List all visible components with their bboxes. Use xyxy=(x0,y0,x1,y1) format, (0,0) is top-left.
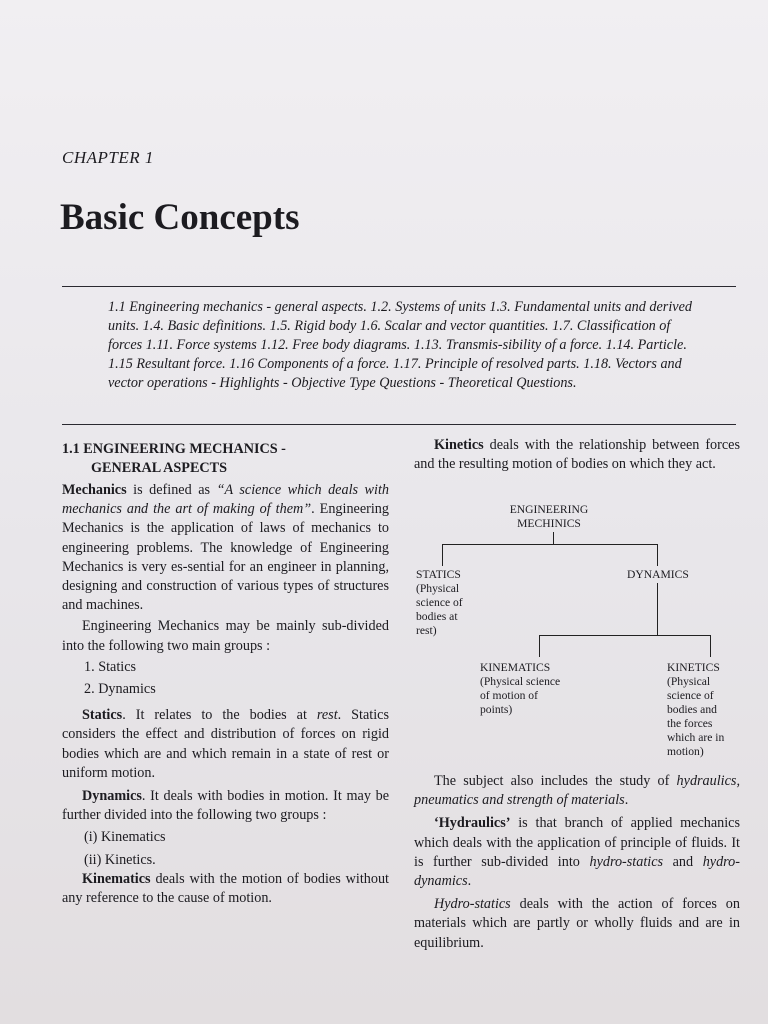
subdivision-paragraph: Engineering Mechanics may be mainly sub-divided into the following two main groups : xyxy=(62,618,389,654)
right-column-top xyxy=(414,436,740,474)
section-heading xyxy=(62,440,389,478)
connector xyxy=(442,544,443,566)
subject-paragraph: The subject also includes the study of hydraulics, pneumatics and strength of materials. xyxy=(414,773,740,809)
diagram-kinematics: KINEMATICS (Physical science of motion of points) xyxy=(480,661,561,716)
statics-paragraph: Statics. It relates to the bodies at rest. Statics considers the effect and distribution of forces on rigid bodies which are and which remain in a state of rest or uniform motion. xyxy=(62,707,389,781)
left-column xyxy=(62,440,389,908)
hydrostatics-paragraph: Hydro-statics deals with the action of forces on materials which are partly or wholly fluids and are in equilibrium. xyxy=(414,896,740,951)
kinetics-paragraph: Kinetics deals with the relationship between forces and the resulting motion of bodies on which they act. xyxy=(414,437,740,473)
connector xyxy=(553,532,554,544)
kinematics-paragraph: Kinematics deals with the motion of bodies without any reference to the cause of motion. xyxy=(62,870,389,907)
bottom-divider xyxy=(62,424,736,425)
connector xyxy=(657,583,658,635)
chapter-label: CHAPTER 1 xyxy=(62,148,154,167)
diagram-root: ENGINEERING MECHINICS xyxy=(509,503,589,530)
connector xyxy=(539,635,710,636)
section-heading-line2: GENERAL ASPECTS xyxy=(91,460,228,476)
list-item-dynamics: 2. Dynamics xyxy=(84,681,156,698)
chapter-contents: 1.1 Engineering mechanics - general aspects. 1.2. Systems of units 1.3. Fundamental units and derived units. 1.4. Basic definitions. 1.5. Rigid body 1.6. Scalar and vector quantities. 1.7. Classification of forces 1.11. Force systems 1.12. Free body diagrams. 1.13. Transmis-sibility of a force. 1.14. Particle. 1.15 Resultant force. 1.16 Components of a force. 1.17. Principle of resolved parts. 1.18. Vectors and vector operations - Highlights - Objective Type Questions - Theoretical Questions. xyxy=(108,299,692,391)
list-item-statics: 1. Statics xyxy=(84,658,137,675)
mechanics-paragraph: Mechanics is defined as “A science which deals with mechanics and the art of making of them”. Engineering Mechanics is the application of laws of mechanics to engineering problems. The knowledge of Engineering Mechanics is very es-sential for an engineer in planning, designing and construction of various types of structures and machines. xyxy=(62,482,389,614)
hydraulics-paragraph: ‘Hydraulics’ is that branch of applied mechanics which deals with the application of principle of fluids. It is further sub-divided into hydro-statics and hydro-dynamics. xyxy=(414,815,740,890)
connector xyxy=(442,544,657,545)
connector xyxy=(657,544,658,566)
sublist-kinetics: (ii) Kinetics. xyxy=(84,851,156,868)
sublist-kinematics: (i) Kinematics xyxy=(84,829,166,846)
connector xyxy=(539,635,540,657)
diagram-statics: STATICS (Physical science of bodies at rest) xyxy=(416,568,463,637)
diagram-dynamics: DYNAMICS xyxy=(627,568,689,581)
dynamics-paragraph: Dynamics. It deals with bodies in motion. It may be further divided into the following two groups : xyxy=(62,788,389,824)
diagram-kinetics: KINETICS (Physical science of bodies and the forces which are in motion) xyxy=(667,661,725,758)
chapter-title: Basic Concepts xyxy=(60,197,300,238)
top-divider xyxy=(62,286,736,287)
right-column-bottom xyxy=(414,772,740,953)
section-heading-line1: 1.1 ENGINEERING MECHANICS - xyxy=(62,441,286,457)
classification-diagram xyxy=(412,503,742,773)
connector xyxy=(710,635,711,657)
